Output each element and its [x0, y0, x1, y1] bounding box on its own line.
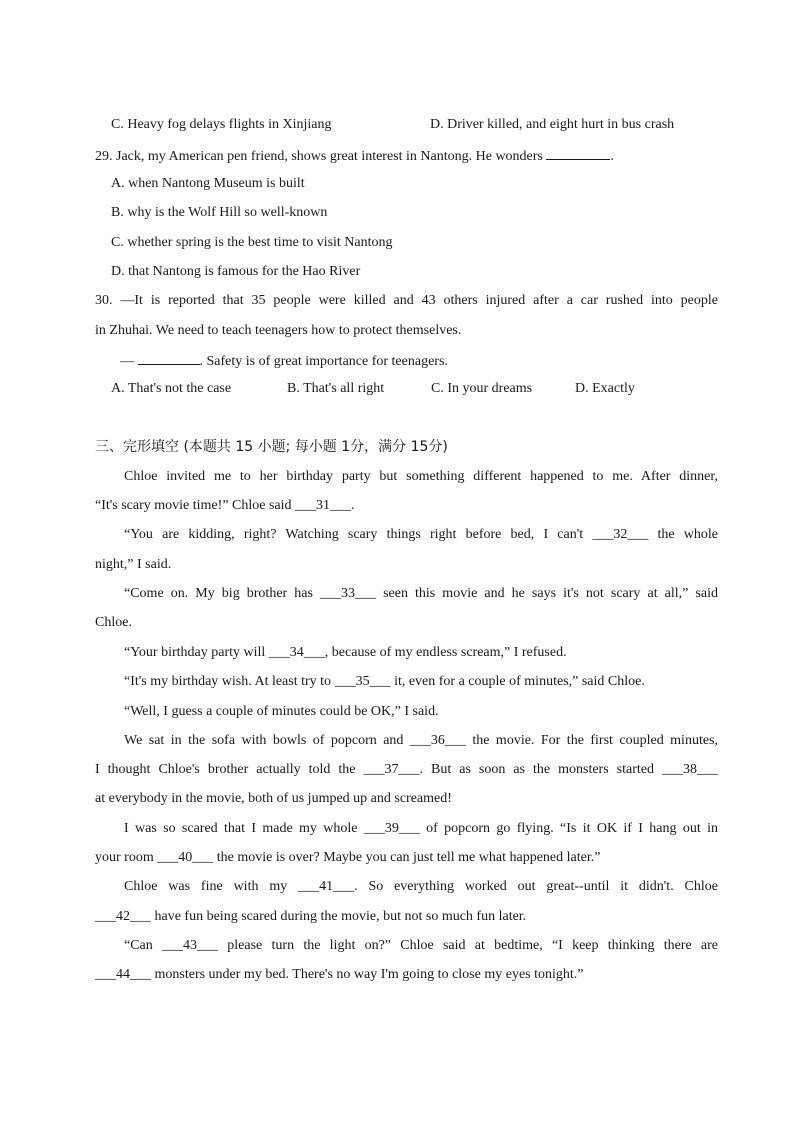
- q28-option-d: D. Driver killed, and eight hurt in bus crash: [430, 117, 675, 132]
- cloze-blank-41: ___41___: [298, 879, 355, 894]
- cloze-blank-43: ___43___: [162, 938, 219, 953]
- q30-option-b: B. That's all right: [287, 381, 385, 396]
- passage-line: [95, 497, 355, 515]
- passage-line: [124, 878, 718, 896]
- passage-line: at everybody in the movie, both of us jumped up and screamed!: [95, 791, 452, 806]
- passage-text: Chloe was fine with my: [124, 879, 299, 894]
- cloze-blank-37: ___37___: [363, 762, 420, 777]
- passage-line: [124, 732, 718, 750]
- passage-text: “It's my birthday wish. At least try to: [124, 674, 335, 689]
- section-heading: 三、完形填空 (本题共 15 小题; 每小题 1分，满分 15分): [95, 439, 448, 455]
- q30-reply-text: . Safety is of great importance for teenagers.: [199, 354, 448, 369]
- q30-stem-line1: 30. —It is reported that 35 people were killed and 43 others injured after a car rushed into people: [95, 293, 718, 308]
- passage-line: [124, 644, 567, 662]
- q29-option-d: D. that Nantong is famous for the Hao River: [111, 264, 361, 279]
- passage-text: “It's scary movie time!” Chloe said: [95, 498, 296, 513]
- passage-line: [124, 585, 718, 603]
- passage-text: your room: [95, 850, 158, 865]
- passage-text: “Come on. My big brother has: [124, 586, 320, 601]
- cloze-blank-42: ___42___: [95, 909, 151, 924]
- passage-text: it, even for a couple of minutes,” said Chloe.: [390, 674, 645, 689]
- q29-option-c: C. whether spring is the best time to visit Nantong: [111, 235, 393, 250]
- cloze-blank-39: ___39___: [363, 821, 420, 836]
- passage-line: [124, 673, 645, 691]
- passage-text: I was so scared that I made my whole: [124, 821, 364, 836]
- passage-text: “Can: [124, 938, 163, 953]
- q30-option-c: C. In your dreams: [431, 381, 533, 396]
- passage-line: [124, 526, 718, 544]
- cloze-blank-38: ___38___: [662, 762, 718, 777]
- cloze-blank-35: ___35___: [334, 674, 391, 689]
- q30-reply: [120, 351, 448, 371]
- passage-line: [95, 908, 526, 926]
- passage-text: “You are kidding, right? Watching scary things right before bed, I can't: [124, 527, 593, 542]
- passage-text: have fun being scared during the movie, but not so much fun later.: [151, 909, 527, 924]
- q30-option-d: D. Exactly: [575, 381, 635, 396]
- passage-text: the movie is over? Maybe you can just tell me what happened later.”: [213, 850, 601, 865]
- q30-reply-dash: —: [120, 354, 134, 369]
- passage-text: , because of my endless scream,” I refused.: [324, 645, 567, 660]
- passage-text: of popcorn go flying. “Is it OK if I hang out in: [419, 821, 718, 836]
- q29-option-a: A. when Nantong Museum is built: [111, 176, 305, 191]
- cloze-blank-33: ___33___: [320, 586, 376, 601]
- passage-text: monsters under my bed. There's no way I'm going to close my eyes tonight.”: [151, 967, 584, 982]
- q29-option-b: B. why is the Wolf Hill so well-known: [111, 205, 328, 220]
- answer-blank: [138, 351, 200, 365]
- passage-line: Chloe invited me to her birthday party but something different happened to me. After dinner,: [124, 469, 718, 484]
- q29-stem-end: .: [610, 149, 614, 164]
- passage-text: I thought Chloe's brother actually told the: [95, 762, 364, 777]
- passage-line: night,” I said.: [95, 557, 172, 572]
- passage-text: . So everything worked out great--until it didn't. Chloe: [354, 879, 718, 894]
- passage-line: [124, 937, 718, 955]
- passage-text: please turn the light on?” Chloe said at bedtime, “I keep thinking there are: [218, 938, 719, 953]
- cloze-blank-44: ___44___: [95, 967, 151, 982]
- q30-option-a: A. That's not the case: [111, 381, 232, 396]
- passage-line: [95, 849, 600, 867]
- cloze-blank-40: ___40___: [157, 850, 214, 865]
- q28-option-c: C. Heavy fog delays flights in Xinjiang: [111, 117, 332, 132]
- passage-text: seen this movie and he says it's not scary at all,” said: [376, 586, 718, 601]
- passage-text: .: [351, 498, 355, 513]
- cloze-blank-34: ___34___: [268, 645, 325, 660]
- q30-stem-line2: in Zhuhai. We need to teach teenagers how to protect themselves.: [95, 323, 462, 338]
- passage-text: We sat in the sofa with bowls of popcorn and: [124, 733, 410, 748]
- passage-text: the movie. For the first coupled minutes,: [465, 733, 718, 748]
- passage-line: [95, 761, 718, 779]
- cloze-blank-36: ___36___: [409, 733, 466, 748]
- answer-blank: [546, 146, 610, 160]
- passage-text: . But as soon as the monsters started: [419, 762, 662, 777]
- passage-text: “Your birthday party will: [124, 645, 269, 660]
- cloze-blank-32: ___32___: [592, 527, 649, 542]
- passage-line: Chloe.: [95, 615, 132, 630]
- passage-line: “Well, I guess a couple of minutes could be OK,” I said.: [124, 704, 439, 719]
- passage-line: [124, 820, 718, 838]
- q29-stem: [95, 146, 614, 166]
- passage-line: [95, 966, 583, 984]
- cloze-blank-31: ___31___: [295, 498, 352, 513]
- passage-text: the whole: [648, 527, 718, 542]
- q29-stem-text: 29. Jack, my American pen friend, shows great interest in Nantong. He wonders: [95, 149, 543, 164]
